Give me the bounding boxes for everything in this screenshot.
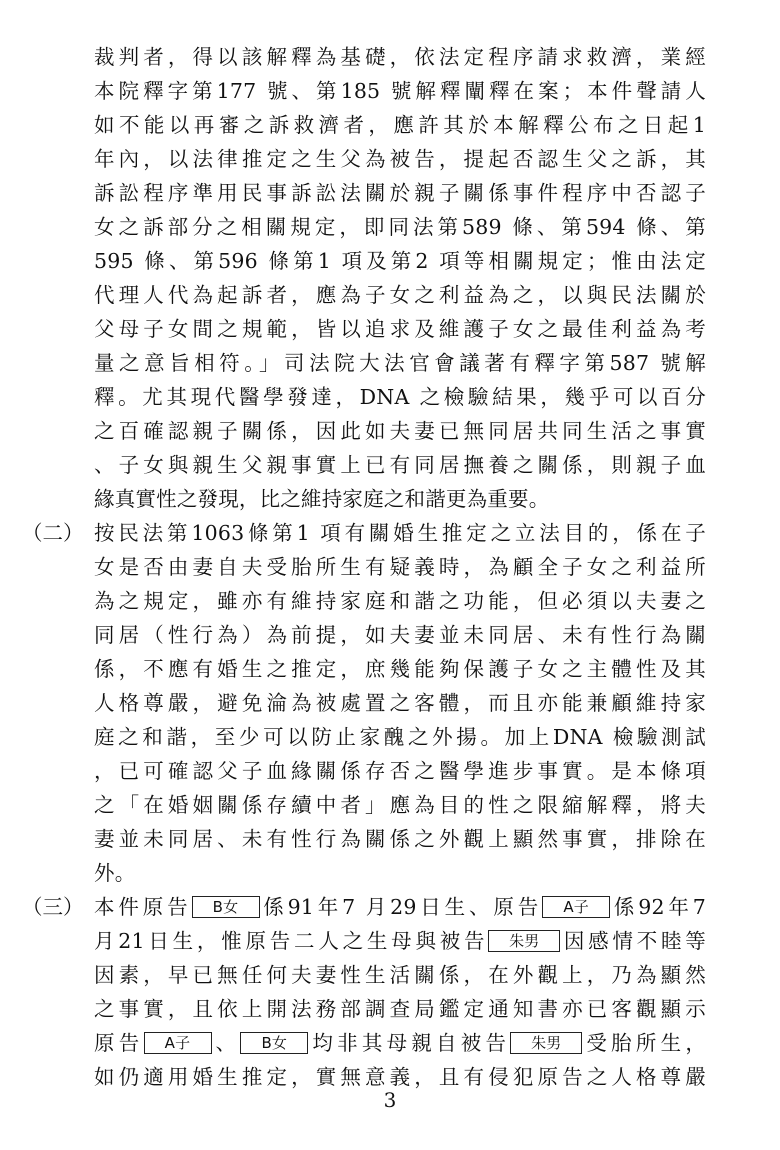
text-line: 如仍適用婚生推定，實無意義，且有侵犯原告之人格尊嚴 [94, 1065, 706, 1089]
text-line: 按民法第1063條第1 項有關婚生推定之立法目的，係在子 [94, 521, 706, 545]
text-line: 為之規定，雖亦有維持家庭和諧之功能，但必須以夫妻之 [94, 589, 706, 613]
text-segment: 受胎所生， [582, 1031, 707, 1055]
text-line: 因素，早已無任何夫妻性生活關係，在外觀上，乃為顯然 [94, 963, 706, 987]
text-line: 同居（性行為）為前提，如夫妻並未同居、未有性行為關 [94, 623, 706, 647]
text-line: 之事實，且依上開法務部調查局鑑定通知書亦已客觀顯示 [94, 997, 706, 1021]
text-line: 係，不應有婚生之推定，庶幾能夠保護子女之主體性及其 [94, 657, 706, 681]
redacted-name-box: B女 [240, 1032, 308, 1054]
text-line: 訴訟程序準用民事訴訟法關於親子關係事件程序中否認子 [94, 181, 706, 205]
text-line: 女是否由妻自夫受胎所生有疑義時，為顧全子女之利益所 [94, 555, 706, 579]
text-segment: 係91年7 月29日生、原告 [259, 895, 543, 919]
text-line: 妻並未同居、未有性行為關係之外觀上顯然事實，排除在 [94, 827, 706, 851]
text-line: 本院釋字第177 號、第185 號解釋闡釋在案；本件聲請人 [94, 79, 706, 103]
text-line: 之「在婚姻關係存續中者」應為目的性之限縮解釋，將夫 [94, 793, 706, 817]
text-line: 人格尊嚴，避免淪為被處置之客體，而且亦能兼顧維持家 [94, 691, 706, 715]
text-line: 年內，以法律推定之生父為被告，提起否認生父之訴，其 [94, 147, 706, 171]
text-line: 外。 [94, 861, 136, 885]
text-line: 父母子女間之規範，皆以追求及維護子女之最佳利益為考 [94, 317, 706, 341]
text-line: 釋。尤其現代醫學發達，DNA 之檢驗結果，幾乎可以百分 [94, 385, 706, 409]
text-line [94, 890, 706, 924]
text-segment: 因感情不睦等 [560, 929, 706, 953]
section-two-marker: （二） [22, 521, 84, 545]
text-line: 如不能以再審之訴救濟者，應許其於本解釋公布之日起1 [94, 113, 706, 137]
section-three-marker: （三） [22, 895, 84, 919]
redacted-name-box: 朱男 [510, 1032, 582, 1054]
text-line: 裁判者，得以該解釋為基礎，依法定程序請求救濟，業經 [94, 45, 706, 69]
redacted-name-box: A子 [542, 896, 610, 918]
text-segment: 月21日生，惟原告二人之生母與被告 [94, 929, 489, 953]
text-line: 之百確認親子關係，因此如夫妻已無同居共同生活之事實 [94, 419, 706, 443]
text-line: ，已可確認父子血緣關係存否之醫學進步事實。是本條項 [94, 759, 706, 783]
text-line: 庭之和諧，至少可以防止家醜之外揚。加上DNA 檢驗測試 [94, 725, 706, 749]
redacted-name-box: 朱男 [488, 930, 560, 952]
text-segment: 、 [211, 1031, 241, 1055]
text-line: 緣真實性之發現，比之維持家庭之和諧更為重要。 [94, 487, 550, 511]
redacted-name-box: A子 [144, 1032, 212, 1054]
text-segment: 原告 [94, 1031, 144, 1055]
page-number: 3 [383, 1088, 397, 1112]
text-line: 量之意旨相符。」司法院大法官會議著有釋字第587 號解 [94, 351, 706, 375]
text-segment: 本件原告 [94, 895, 192, 919]
text-line [94, 924, 706, 958]
text-line: 代理人代為起訴者，應為子女之利益為之，以與民法關於 [94, 283, 706, 307]
text-line [94, 1026, 706, 1060]
text-line: 、子女與親生父親事實上已有同居撫養之關係，則親子血 [94, 453, 706, 477]
text-segment: 係92年7 [610, 895, 706, 919]
text-segment: 均非其母親自被告 [308, 1031, 511, 1055]
text-line: 595 條、第596 條第1 項及第2 項等相關規定；惟由法定 [94, 249, 706, 273]
redacted-name-box: B女 [192, 896, 260, 918]
text-line: 女之訴部分之相關規定，即同法第589 條、第594 條、第 [94, 215, 706, 239]
